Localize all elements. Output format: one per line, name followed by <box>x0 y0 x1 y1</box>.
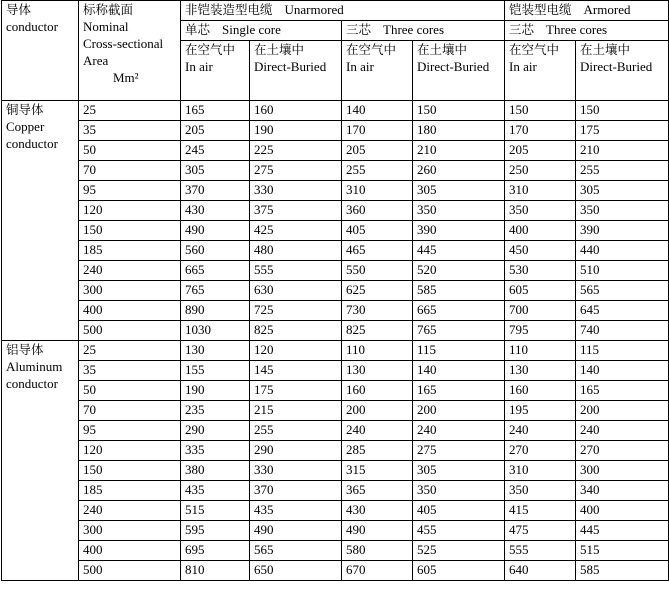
single-in-air-cell: 205 <box>181 121 250 141</box>
armored-in-air-cell: 350 <box>505 481 576 501</box>
buried-zh: 在土壤中 <box>254 42 305 57</box>
ampacity-table <box>1 0 669 581</box>
single-in-air-cell: 190 <box>181 381 250 401</box>
single-in-air-cell: 810 <box>181 561 250 581</box>
three-in-air-cell: 730 <box>342 301 413 321</box>
armored-in-air-cell: 605 <box>505 281 576 301</box>
armored-three-core-header-zh: 三芯 <box>509 22 535 37</box>
three-in-air-cell: 240 <box>342 421 413 441</box>
section-cell: 70 <box>79 401 181 421</box>
armored-in-air-cell: 270 <box>505 441 576 461</box>
conductor-header <box>2 1 79 101</box>
single-buried-cell: 565 <box>250 541 342 561</box>
armored-in-air-cell: 400 <box>505 221 576 241</box>
single-buried-cell: 145 <box>250 361 342 381</box>
armored-buried-cell: 240 <box>576 421 669 441</box>
conductor-group-name-zh: 铜导体 <box>6 102 44 117</box>
three-in-air-cell: 205 <box>342 141 413 161</box>
table-row <box>2 161 669 181</box>
three-in-air-cell: 430 <box>342 501 413 521</box>
conductor-group-cell <box>2 101 79 341</box>
three-core-header-en: Three cores <box>383 22 445 37</box>
armored-in-air-cell: 475 <box>505 521 576 541</box>
armored-buried-cell: 645 <box>576 301 669 321</box>
single-buried-cell: 330 <box>250 461 342 481</box>
three-buried-cell: 445 <box>413 241 505 261</box>
armored-buried-cell: 175 <box>576 121 669 141</box>
single-in-air-cell: 335 <box>181 441 250 461</box>
three-in-air-cell: 285 <box>342 441 413 461</box>
three-buried-cell: 520 <box>413 261 505 281</box>
three-buried-cell: 180 <box>413 121 505 141</box>
single-in-air-cell: 765 <box>181 281 250 301</box>
three-buried-cell: 150 <box>413 101 505 121</box>
armored-buried-cell: 140 <box>576 361 669 381</box>
in-air-zh: 在空气中 <box>346 42 397 57</box>
single-buried-cell: 825 <box>250 321 342 341</box>
table-row <box>2 301 669 321</box>
section-cell: 25 <box>79 341 181 361</box>
armored-buried-cell: 515 <box>576 541 669 561</box>
single-buried-cell: 490 <box>250 521 342 541</box>
armored-in-air-cell: 250 <box>505 161 576 181</box>
three-buried-cell: 200 <box>413 401 505 421</box>
conductor-group-name-en-1: Copper <box>6 119 45 134</box>
section-cell: 300 <box>79 521 181 541</box>
armored-in-air-cell: 310 <box>505 461 576 481</box>
unarmored-header-zh: 非铠装造型电缆 <box>185 2 273 17</box>
single-core-header <box>181 21 342 41</box>
armored-in-air-cell: 170 <box>505 121 576 141</box>
single-buried-cell: 190 <box>250 121 342 141</box>
three-core-header <box>342 21 505 41</box>
single-buried-cell: 650 <box>250 561 342 581</box>
in-air-en: In air <box>509 59 537 74</box>
single-in-air-cell: 595 <box>181 521 250 541</box>
armored-buried-cell: 400 <box>576 501 669 521</box>
single-in-air-cell: 370 <box>181 181 250 201</box>
single-buried-cell: 225 <box>250 141 342 161</box>
section-header-unit: Mm² <box>113 70 139 85</box>
three-buried-cell: 275 <box>413 441 505 461</box>
single-in-air-cell: 515 <box>181 501 250 521</box>
table-row <box>2 241 669 261</box>
table-row <box>2 221 669 241</box>
buried-en: Direct-Buried <box>254 59 327 74</box>
single-buried-cell: 425 <box>250 221 342 241</box>
three-in-air-cell: 825 <box>342 321 413 341</box>
single-in-air-cell: 1030 <box>181 321 250 341</box>
header-row-1 <box>2 1 669 21</box>
single-in-air-cell: 490 <box>181 221 250 241</box>
conductor-header-en: conductor <box>6 19 58 34</box>
three-in-air-cell: 255 <box>342 161 413 181</box>
three-in-air-header <box>342 41 413 101</box>
table-row <box>2 201 669 221</box>
in-air-zh: 在空气中 <box>509 42 560 57</box>
section-cell: 35 <box>79 361 181 381</box>
section-header-zh: 标称截面 <box>83 2 134 17</box>
section-cell: 185 <box>79 481 181 501</box>
three-in-air-cell: 670 <box>342 561 413 581</box>
armored-buried-cell: 270 <box>576 441 669 461</box>
armored-in-air-cell: 205 <box>505 141 576 161</box>
three-buried-cell: 240 <box>413 421 505 441</box>
section-cell: 300 <box>79 281 181 301</box>
armored-in-air-cell: 150 <box>505 101 576 121</box>
single-in-air-cell: 380 <box>181 461 250 481</box>
single-buried-cell: 555 <box>250 261 342 281</box>
section-cell: 185 <box>79 241 181 261</box>
conductor-group-cell <box>2 341 79 581</box>
single-in-air-cell: 695 <box>181 541 250 561</box>
single-buried-cell: 375 <box>250 201 342 221</box>
three-buried-cell: 305 <box>413 181 505 201</box>
armored-in-air-cell: 530 <box>505 261 576 281</box>
three-core-header-zh: 三芯 <box>346 22 372 37</box>
three-in-air-cell: 465 <box>342 241 413 261</box>
armored-in-air-cell: 160 <box>505 381 576 401</box>
three-buried-cell: 455 <box>413 521 505 541</box>
armored-in-air-cell: 415 <box>505 501 576 521</box>
buried-en: Direct-Buried <box>417 59 490 74</box>
armored-buried-cell: 200 <box>576 401 669 421</box>
single-buried-cell: 275 <box>250 161 342 181</box>
single-in-air-cell: 305 <box>181 161 250 181</box>
table-row <box>2 101 669 121</box>
three-buried-cell: 350 <box>413 481 505 501</box>
armored-header <box>505 1 669 21</box>
single-in-air-cell: 665 <box>181 261 250 281</box>
single-buried-cell: 215 <box>250 401 342 421</box>
three-in-air-cell: 365 <box>342 481 413 501</box>
armored-buried-header <box>576 41 669 101</box>
single-in-air-cell: 435 <box>181 481 250 501</box>
single-in-air-cell: 290 <box>181 421 250 441</box>
section-cell: 150 <box>79 461 181 481</box>
single-buried-cell: 480 <box>250 241 342 261</box>
armored-in-air-cell: 700 <box>505 301 576 321</box>
armored-buried-cell: 390 <box>576 221 669 241</box>
section-cell: 240 <box>79 261 181 281</box>
armored-in-air-cell: 450 <box>505 241 576 261</box>
unarmored-header <box>181 1 505 21</box>
armored-buried-cell: 440 <box>576 241 669 261</box>
three-in-air-cell: 170 <box>342 121 413 141</box>
table-row <box>2 141 669 161</box>
three-buried-cell: 305 <box>413 461 505 481</box>
section-cell: 400 <box>79 541 181 561</box>
single-buried-cell: 175 <box>250 381 342 401</box>
three-in-air-cell: 405 <box>342 221 413 241</box>
armored-buried-cell: 445 <box>576 521 669 541</box>
armored-in-air-header <box>505 41 576 101</box>
armored-buried-cell: 150 <box>576 101 669 121</box>
section-cell: 240 <box>79 501 181 521</box>
three-buried-cell: 605 <box>413 561 505 581</box>
three-buried-cell: 350 <box>413 201 505 221</box>
table-row <box>2 381 669 401</box>
buried-zh: 在土壤中 <box>580 42 631 57</box>
table-row <box>2 521 669 541</box>
single-buried-cell: 290 <box>250 441 342 461</box>
section-header-en-2: Cross-sectional <box>83 36 164 51</box>
three-in-air-cell: 625 <box>342 281 413 301</box>
three-buried-cell: 260 <box>413 161 505 181</box>
armored-buried-cell: 115 <box>576 341 669 361</box>
section-cell: 50 <box>79 381 181 401</box>
single-buried-header <box>250 41 342 101</box>
three-in-air-cell: 580 <box>342 541 413 561</box>
buried-zh: 在土壤中 <box>417 42 468 57</box>
three-buried-cell: 525 <box>413 541 505 561</box>
single-in-air-cell: 165 <box>181 101 250 121</box>
section-cell: 120 <box>79 201 181 221</box>
three-in-air-cell: 110 <box>342 341 413 361</box>
section-cell: 500 <box>79 321 181 341</box>
table-row <box>2 341 669 361</box>
table-row <box>2 321 669 341</box>
conductor-group-name-en-2: conductor <box>6 376 58 391</box>
armored-in-air-cell: 555 <box>505 541 576 561</box>
in-air-en: In air <box>185 59 213 74</box>
buried-en: Direct-Buried <box>580 59 653 74</box>
single-in-air-cell: 890 <box>181 301 250 321</box>
section-cell: 120 <box>79 441 181 461</box>
single-in-air-cell: 430 <box>181 201 250 221</box>
armored-buried-cell: 350 <box>576 201 669 221</box>
three-buried-cell: 390 <box>413 221 505 241</box>
single-core-header-zh: 单芯 <box>185 22 211 37</box>
armored-in-air-cell: 110 <box>505 341 576 361</box>
armored-header-zh: 铠装型电缆 <box>509 2 572 17</box>
table-row <box>2 121 669 141</box>
three-in-air-cell: 130 <box>342 361 413 381</box>
single-in-air-cell: 245 <box>181 141 250 161</box>
three-buried-cell: 765 <box>413 321 505 341</box>
three-buried-cell: 115 <box>413 341 505 361</box>
section-cell: 70 <box>79 161 181 181</box>
three-buried-cell: 210 <box>413 141 505 161</box>
table-row <box>2 401 669 421</box>
single-in-air-cell: 235 <box>181 401 250 421</box>
conductor-group-name-zh: 铝导体 <box>6 342 44 357</box>
in-air-en: In air <box>346 59 374 74</box>
single-buried-cell: 160 <box>250 101 342 121</box>
three-buried-cell: 405 <box>413 501 505 521</box>
in-air-zh: 在空气中 <box>185 42 236 57</box>
armored-in-air-cell: 310 <box>505 181 576 201</box>
table-row <box>2 281 669 301</box>
armored-three-core-header <box>505 21 669 41</box>
section-header-en-3: Area <box>83 53 109 68</box>
section-cell: 95 <box>79 181 181 201</box>
single-buried-cell: 630 <box>250 281 342 301</box>
three-buried-cell: 585 <box>413 281 505 301</box>
table-row <box>2 541 669 561</box>
armored-in-air-cell: 195 <box>505 401 576 421</box>
armored-buried-cell: 300 <box>576 461 669 481</box>
section-header-en-1: Nominal <box>83 19 129 34</box>
three-in-air-cell: 315 <box>342 461 413 481</box>
conductor-group-name-en-1: Aluminum <box>6 359 63 374</box>
section-cell: 50 <box>79 141 181 161</box>
table-row <box>2 421 669 441</box>
armored-in-air-cell: 130 <box>505 361 576 381</box>
table-row <box>2 501 669 521</box>
section-cell: 150 <box>79 221 181 241</box>
section-header <box>79 1 181 101</box>
armored-buried-cell: 510 <box>576 261 669 281</box>
three-in-air-cell: 490 <box>342 521 413 541</box>
three-in-air-cell: 160 <box>342 381 413 401</box>
section-cell: 400 <box>79 301 181 321</box>
section-cell: 95 <box>79 421 181 441</box>
armored-buried-cell: 305 <box>576 181 669 201</box>
single-core-header-en: Single core <box>222 22 281 37</box>
three-in-air-cell: 200 <box>342 401 413 421</box>
table-row <box>2 461 669 481</box>
single-buried-cell: 120 <box>250 341 342 361</box>
table-row <box>2 441 669 461</box>
armored-in-air-cell: 640 <box>505 561 576 581</box>
armored-buried-cell: 210 <box>576 141 669 161</box>
single-buried-cell: 435 <box>250 501 342 521</box>
table-row <box>2 261 669 281</box>
armored-buried-cell: 340 <box>576 481 669 501</box>
armored-buried-cell: 565 <box>576 281 669 301</box>
section-cell: 25 <box>79 101 181 121</box>
three-buried-cell: 140 <box>413 361 505 381</box>
table-row <box>2 181 669 201</box>
section-cell: 35 <box>79 121 181 141</box>
armored-buried-cell: 165 <box>576 381 669 401</box>
conductor-group-name-en-2: conductor <box>6 136 58 151</box>
conductor-header-zh: 导体 <box>6 2 32 17</box>
three-in-air-cell: 360 <box>342 201 413 221</box>
three-buried-cell: 665 <box>413 301 505 321</box>
table-row <box>2 481 669 501</box>
single-in-air-cell: 155 <box>181 361 250 381</box>
single-buried-cell: 370 <box>250 481 342 501</box>
armored-buried-cell: 255 <box>576 161 669 181</box>
single-in-air-header <box>181 41 250 101</box>
three-buried-cell: 165 <box>413 381 505 401</box>
single-buried-cell: 725 <box>250 301 342 321</box>
section-cell: 500 <box>79 561 181 581</box>
unarmored-header-en: Unarmored <box>284 2 344 17</box>
armored-header-en: Armored <box>583 2 631 17</box>
armored-in-air-cell: 795 <box>505 321 576 341</box>
three-in-air-cell: 140 <box>342 101 413 121</box>
single-in-air-cell: 130 <box>181 341 250 361</box>
table-row <box>2 561 669 581</box>
table-row <box>2 361 669 381</box>
three-buried-header <box>413 41 505 101</box>
three-in-air-cell: 550 <box>342 261 413 281</box>
single-buried-cell: 255 <box>250 421 342 441</box>
armored-buried-cell: 740 <box>576 321 669 341</box>
armored-in-air-cell: 350 <box>505 201 576 221</box>
armored-buried-cell: 585 <box>576 561 669 581</box>
single-buried-cell: 330 <box>250 181 342 201</box>
single-in-air-cell: 560 <box>181 241 250 261</box>
armored-in-air-cell: 240 <box>505 421 576 441</box>
three-in-air-cell: 310 <box>342 181 413 201</box>
armored-three-core-header-en: Three cores <box>546 22 608 37</box>
